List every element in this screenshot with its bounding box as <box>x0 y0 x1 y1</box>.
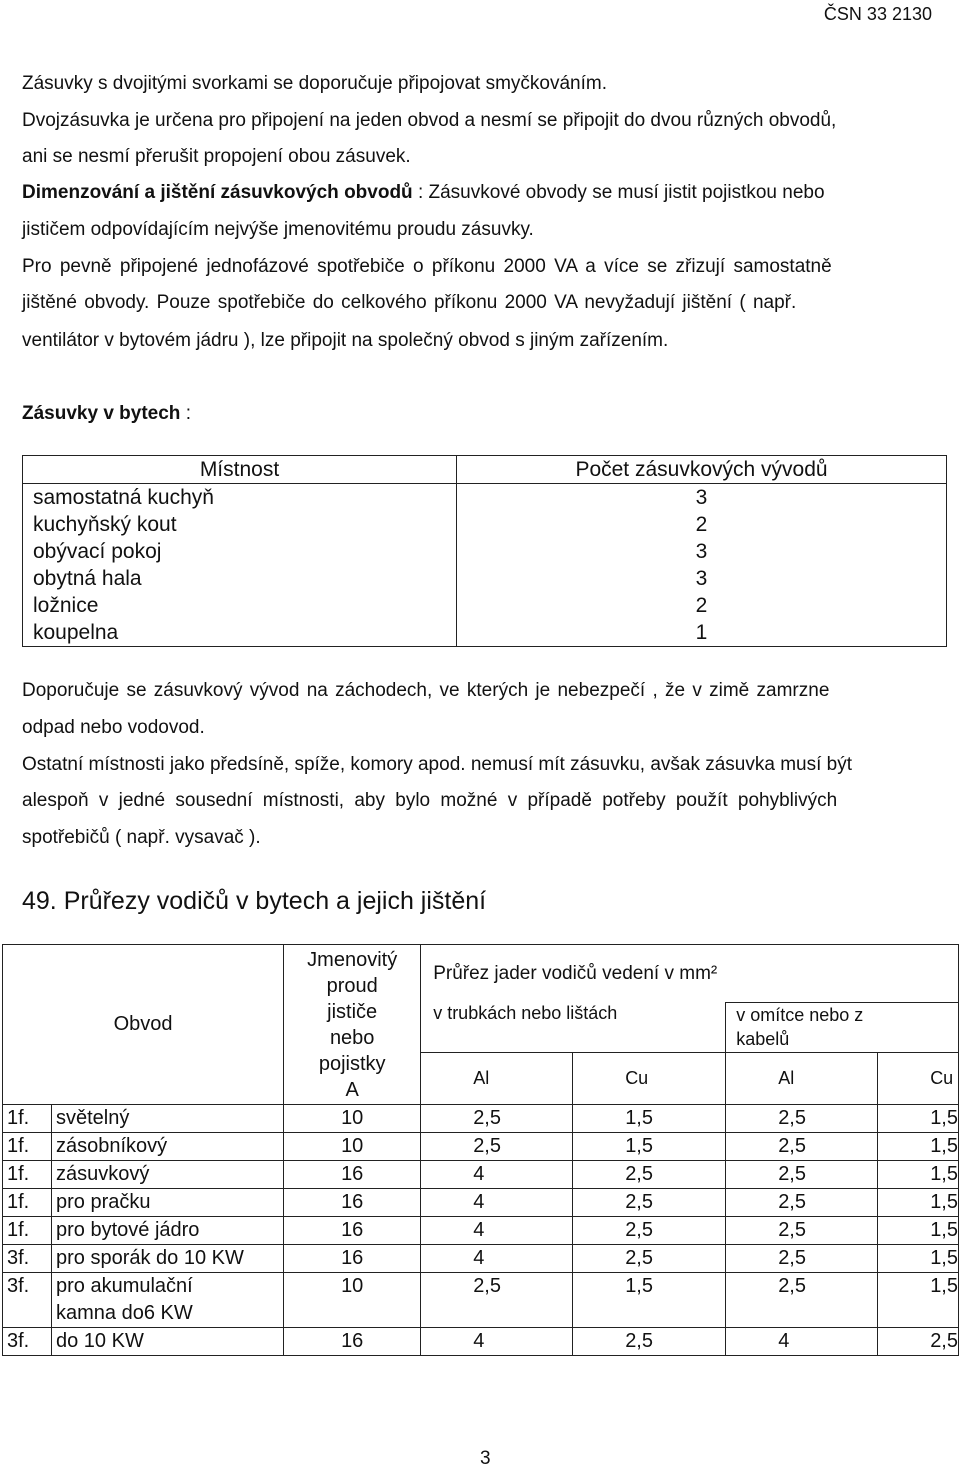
table-row <box>23 565 947 592</box>
circuit-line: pro akumulační <box>56 1275 193 1297</box>
current-cell: 10 <box>284 1105 421 1133</box>
paragraph-line: spotřebičů ( např. vysavač ). <box>22 827 261 848</box>
section-heading <box>22 403 191 425</box>
header-line: nebo <box>329 1026 375 1049</box>
circuit-cell: zásobníkový <box>52 1133 284 1161</box>
paragraph-line: jističem odpovídajícím nejvýše jmenovitému proudu zásuvky. <box>22 219 534 240</box>
section-heading-49: 49. Průřezy vodičů v bytech a jejich jištění <box>22 887 487 915</box>
column-header-plaster <box>726 1003 959 1053</box>
table-row <box>23 619 947 647</box>
paragraph-line: jištěné obvody. Pouze spotřebiče do celkového příkonu 2000 VA nevyžadují jištění ( např. <box>22 292 797 313</box>
value-cell: 2,5 <box>573 1328 726 1356</box>
column-header-room: Místnost <box>23 456 457 484</box>
value-cell: 4 <box>421 1161 573 1189</box>
table-row <box>23 484 947 512</box>
value-cell: 4 <box>421 1245 573 1273</box>
value-cell: 2,5 <box>726 1245 878 1273</box>
value-cell: 2,5 <box>573 1245 726 1273</box>
conductor-table <box>2 944 959 1356</box>
room-cell: ložnice <box>23 592 457 619</box>
value-cell: 2,5 <box>878 1328 959 1356</box>
paragraph-line: Zásuvky s dvojitými svorkami se doporučuje připojovat smyčkováním. <box>22 73 607 94</box>
paragraph-text: : Zásuvkové obvody se musí jistit pojistkou nebo <box>412 182 825 203</box>
current-cell: 10 <box>284 1273 421 1328</box>
current-cell: 16 <box>284 1217 421 1245</box>
column-header-cu: Cu <box>573 1053 726 1105</box>
header-line: A <box>345 1078 359 1101</box>
column-header-count: Počet zásuvkových vývodů <box>457 456 947 484</box>
value-cell: 2,5 <box>573 1189 726 1217</box>
paragraph-line: ventilátor v bytovém jádru ), lze připojit na společný obvod s jiným zařízením. <box>22 330 669 351</box>
outlets-table <box>22 455 947 647</box>
table-row <box>23 511 947 538</box>
current-cell: 16 <box>284 1328 421 1356</box>
phase-cell: 1f. <box>3 1133 52 1161</box>
paragraph-line: Ostatní místnosti jako předsíně, spíže, komory apod. nemusí mít zásuvku, avšak zásuvka musí být <box>22 754 853 775</box>
value-cell: 2,5 <box>421 1273 573 1328</box>
value-cell: 1,5 <box>878 1217 959 1245</box>
value-cell: 1,5 <box>878 1161 959 1189</box>
value-cell: 4 <box>421 1217 573 1245</box>
column-header-cu: Cu <box>878 1053 959 1105</box>
value-cell: 2,5 <box>573 1217 726 1245</box>
room-cell: samostatná kuchyň <box>23 484 457 512</box>
value-cell: 4 <box>421 1189 573 1217</box>
table-row <box>3 1273 959 1328</box>
room-cell: obývací pokoj <box>23 538 457 565</box>
paragraph-line: odpad nebo vodovod. <box>22 717 205 738</box>
paragraph-line: alespoň v jedné sousední místnosti, aby bylo možné v případě potřeby použít pohyblivých <box>22 790 838 811</box>
column-header-al: Al <box>421 1053 573 1105</box>
table-row <box>23 592 947 619</box>
value-cell: 1,5 <box>878 1245 959 1273</box>
phase-cell: 3f. <box>3 1328 52 1356</box>
value-cell: 4 <box>421 1328 573 1356</box>
document-id: ČSN 33 2130 <box>823 4 932 24</box>
column-header-conduit: v trubkách nebo lištách <box>421 1003 726 1053</box>
value-cell: 2,5 <box>726 1105 878 1133</box>
value-cell: 2,5 <box>726 1189 878 1217</box>
phase-cell: 1f. <box>3 1217 52 1245</box>
value-cell: 1,5 <box>573 1273 726 1328</box>
value-cell: 2,5 <box>726 1161 878 1189</box>
table-row <box>23 538 947 565</box>
phase-cell: 1f. <box>3 1189 52 1217</box>
circuit-cell: pro bytové jádro <box>52 1217 284 1245</box>
column-header-cross-section: Průřez jader vodičů vedení v mm² <box>421 945 959 1003</box>
paragraph-line: Doporučuje se zásuvkový vývod na záchodech, ve kterých je nebezpečí , že v zimě zamrzne <box>22 680 830 701</box>
value-cell: 1,5 <box>878 1189 959 1217</box>
count-cell: 3 <box>457 484 947 512</box>
value-cell: 2,5 <box>726 1217 878 1245</box>
value-cell: 1,5 <box>573 1133 726 1161</box>
current-cell: 10 <box>284 1133 421 1161</box>
value-cell: 1,5 <box>573 1105 726 1133</box>
value-cell: 1,5 <box>878 1105 959 1133</box>
circuit-cell <box>52 1273 284 1328</box>
value-cell: 1,5 <box>878 1273 959 1328</box>
header-line: pojistky <box>318 1052 386 1075</box>
circuit-cell: zásuvkový <box>52 1161 284 1189</box>
circuit-cell: pro sporák do 10 KW <box>52 1245 284 1273</box>
section-heading-suffix: : <box>180 403 191 424</box>
table-row <box>3 1189 959 1217</box>
phase-cell: 1f. <box>3 1105 52 1133</box>
table-row <box>3 1328 959 1356</box>
value-cell: 2,5 <box>726 1133 878 1161</box>
column-header-rated-current <box>284 945 421 1105</box>
phase-cell: 1f. <box>3 1161 52 1189</box>
section-heading-text: Zásuvky v bytech <box>22 403 181 424</box>
header-line: Jmenovitý <box>307 948 398 971</box>
phase-cell: 3f. <box>3 1273 52 1328</box>
page-number: 3 <box>480 1448 491 1469</box>
count-cell: 2 <box>457 511 947 538</box>
column-header-al: Al <box>726 1053 878 1105</box>
current-cell: 16 <box>284 1189 421 1217</box>
current-cell: 16 <box>284 1161 421 1189</box>
table-row <box>3 1245 959 1273</box>
circuit-line: kamna do6 KW <box>56 1302 193 1324</box>
value-cell: 1,5 <box>878 1133 959 1161</box>
count-cell: 3 <box>457 538 947 565</box>
header-line: v omítce nebo z <box>736 1005 864 1025</box>
room-cell: koupelna <box>23 619 457 647</box>
value-cell: 2,5 <box>726 1273 878 1328</box>
circuit-cell: pro pračku <box>52 1189 284 1217</box>
header-line: proud <box>326 974 378 997</box>
count-cell: 1 <box>457 619 947 647</box>
paragraph-line: Dvojzásuvka je určena pro připojení na jeden obvod a nesmí se připojit do dvou různých obvodů, <box>22 110 837 131</box>
paragraph-line: ani se nesmí přerušit propojení obou zásuvek. <box>22 146 411 167</box>
paragraph-line <box>22 182 825 204</box>
header-line: jističe <box>327 1000 378 1023</box>
circuit-cell: do 10 KW <box>52 1328 284 1356</box>
table-row <box>3 1133 959 1161</box>
phase-cell: 3f. <box>3 1245 52 1273</box>
count-cell: 3 <box>457 565 947 592</box>
table-row <box>3 1161 959 1189</box>
count-cell: 2 <box>457 592 947 619</box>
value-cell: 2,5 <box>421 1133 573 1161</box>
paragraph-line: Pro pevně připojené jednofázové spotřebiče o příkonu 2000 VA a více se zřizují samostatně <box>22 256 832 277</box>
header-line: kabelů <box>736 1029 790 1049</box>
value-cell: 2,5 <box>573 1161 726 1189</box>
column-header-obvod: Obvod <box>3 945 284 1105</box>
table-row <box>3 1105 959 1133</box>
value-cell: 2,5 <box>421 1105 573 1133</box>
bold-term: Dimenzování a jištění zásuvkových obvodů <box>22 182 413 203</box>
room-cell: obytná hala <box>23 565 457 592</box>
table-row <box>3 1217 959 1245</box>
circuit-cell: světelný <box>52 1105 284 1133</box>
room-cell: kuchyňský kout <box>23 511 457 538</box>
current-cell: 16 <box>284 1245 421 1273</box>
value-cell: 4 <box>726 1328 878 1356</box>
